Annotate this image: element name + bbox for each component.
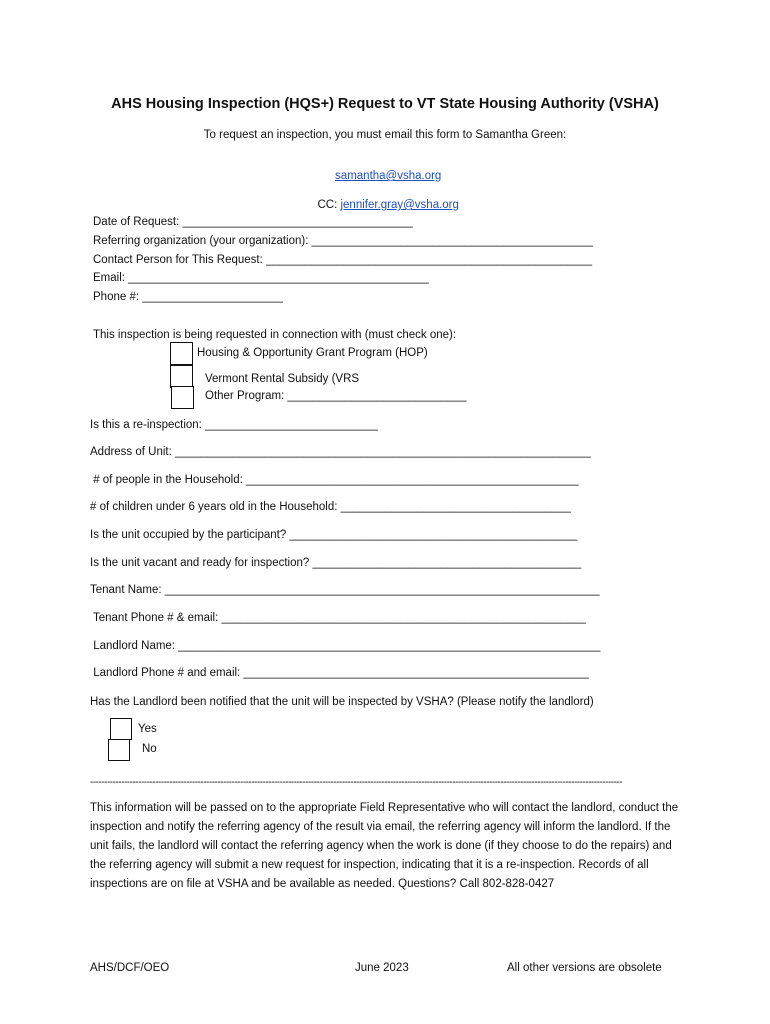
option-hop-label: Housing & Opportunity Grant Program (HOP) <box>197 347 428 359</box>
field-email[interactable]: Email: _______________________________________________ <box>93 272 429 284</box>
field-landlord-name[interactable]: Landlord Name: __________________________________________________________________ <box>90 640 601 652</box>
footer-obsolete-note: All other versions are obsolete <box>507 962 662 974</box>
field-contact-person[interactable]: Contact Person for This Request: ___________________________________________________ <box>93 254 593 266</box>
checkbox-no[interactable] <box>108 739 130 761</box>
option-vrs-label: Vermont Rental Subsidy (VRS <box>205 373 360 385</box>
field-landlord-phone-email[interactable]: Landlord Phone # and email: ______________________________________________________ <box>90 667 589 679</box>
primary-email-line <box>0 158 770 182</box>
cc-email-link[interactable]: jennifer.gray@vsha.org <box>340 199 459 211</box>
notify-question: Has the Landlord been notified that the unit will be inspected by VSHA? (Please notify the landlord) <box>90 696 594 708</box>
info-paragraph: This information will be passed on to the appropriate Field Representative who will contact the landlord, conduct the inspection and notify the referring agency of the result via email, the referring agency will inform the landlord. If the unit fails, the landlord will contact the referring agency when the work is done (if they choose to do the repairs) and the referring agency will submit a new request for inspection, indicating that it is a re-inspection. Records of all inspections are on file at VSHA and be available as needed. Questions? Call 802-828-0427 <box>90 802 679 890</box>
option-yes-label: Yes <box>138 723 157 735</box>
field-people-in-household[interactable]: # of people in the Household: ____________________________________________________ <box>90 474 579 486</box>
field-unit-occupied[interactable]: Is the unit occupied by the participant? _____________________________________________ <box>90 529 578 541</box>
primary-email-link[interactable]: samantha@vsha.org <box>335 170 442 182</box>
field-re-inspection[interactable]: Is this a re-inspection: ___________________________ <box>90 419 378 431</box>
field-address-of-unit[interactable]: Address of Unit: _________________________________________________________________ <box>90 446 591 458</box>
field-referring-organization[interactable]: Referring organization (your organization): ____________________________________________ <box>93 235 594 247</box>
field-unit-vacant[interactable]: Is the unit vacant and ready for inspection? __________________________________________ <box>90 557 582 569</box>
checkbox-yes[interactable] <box>110 718 132 740</box>
page-title: AHS Housing Inspection (HQS+) Request to VT State Housing Authority (VSHA) <box>111 96 659 112</box>
field-tenant-name[interactable]: Tenant Name: ____________________________________________________________________ <box>90 584 600 596</box>
footer-date: June 2023 <box>355 962 409 974</box>
checkbox-other-program[interactable] <box>171 386 194 409</box>
checkbox-vrs[interactable] <box>170 365 193 388</box>
checkbox-hop[interactable] <box>170 342 193 365</box>
option-other-program-label[interactable]: Other Program: ____________________________ <box>205 390 467 402</box>
footer-agency: AHS/DCF/OEO <box>90 962 170 974</box>
cc-label: CC: <box>317 199 341 211</box>
option-no-label: No <box>142 743 157 755</box>
instructions-text: To request an inspection, you must email this form to Samantha Green: <box>203 129 567 141</box>
field-phone[interactable]: Phone #: ______________________ <box>93 291 283 303</box>
program-question: This inspection is being requested in connection with (must check one): <box>93 329 457 341</box>
field-date-of-request[interactable]: Date of Request: ____________________________________ <box>93 216 413 228</box>
field-children-under-6[interactable]: # of children under 6 years old in the Household: ____________________________________ <box>90 501 571 513</box>
field-tenant-phone-email[interactable]: Tenant Phone # & email: _________________________________________________________ <box>90 612 587 624</box>
cc-email-line <box>0 187 770 211</box>
separator-line: -------------------------------------------------------------------------------------------------------------------------------------------------------------------------------------------- <box>90 777 623 788</box>
